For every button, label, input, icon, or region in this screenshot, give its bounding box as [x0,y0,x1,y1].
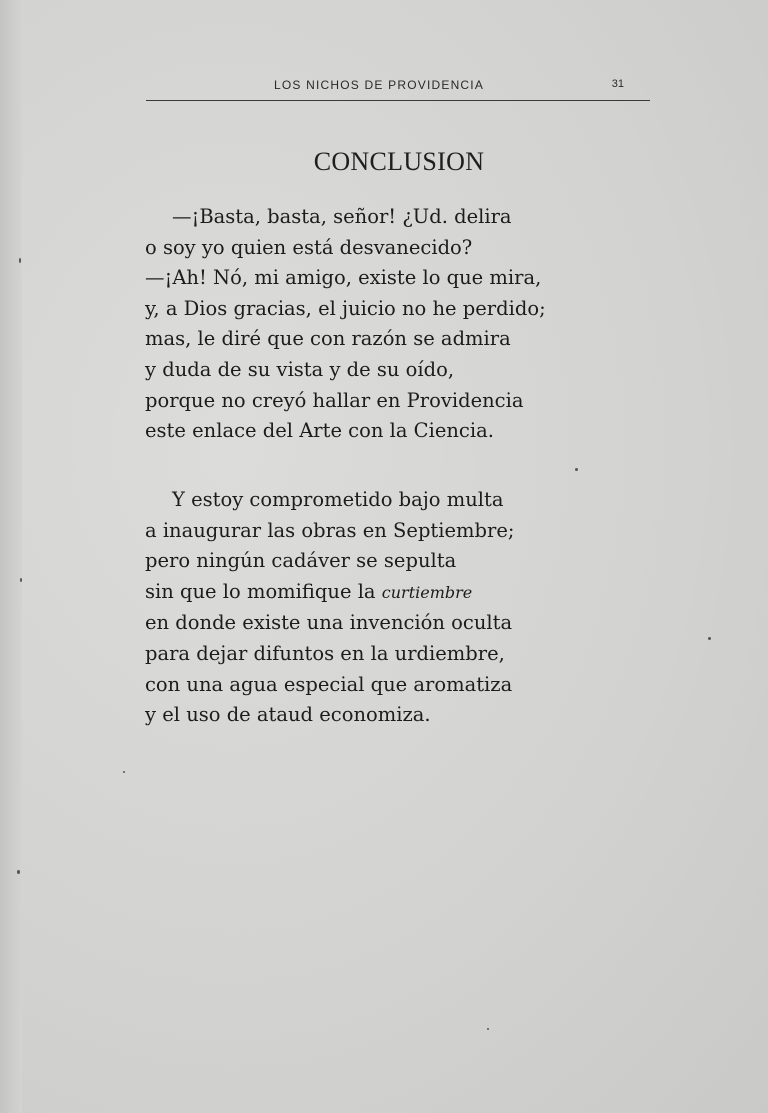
verse-line: y, a Dios gracias, el juicio no he perdido; [145,296,546,320]
verse-line: con una agua especial que aromatiza [145,672,513,696]
paper-speck [17,870,20,874]
header-rule [146,100,650,101]
verse-line: Y estoy comprometido bajo multa [172,488,504,511]
verse-line: porque no creyó hallar en Providencia [145,388,524,412]
verse-line: a inaugurar las obras en Septiembre; [145,518,515,542]
verse-line: pero ningún cadáver se sepulta [145,549,457,573]
poem-title: CONCLUSION [313,147,485,176]
verse-line: —¡Ah! Nó, mi amigo, existe lo que mira, [145,266,542,290]
verse-line: y el uso de ataud economiza. [145,703,431,727]
stanza-2 [145,485,514,731]
verse-line: este enlace del Arte con la Ciencia. [145,419,494,443]
verse-line: en donde existe una invención oculta [145,611,513,635]
verse-line: para dejar difuntos en la urdiembre, [145,641,505,665]
paper-speck [708,637,711,640]
verse-line-text: sin que lo momifique la [145,579,376,603]
stanza-1 [145,202,546,447]
verse-line: y duda de su vista y de su oído, [145,357,455,381]
page-header [146,78,650,102]
verse-line: —¡Basta, basta, señor! ¿Ud. delira [172,205,512,228]
paper-speck [123,771,125,773]
paper-speck [487,1028,489,1030]
page-number: 31 [611,78,624,90]
running-head: LOS NICHOS DE PROVIDENCIA [274,78,485,92]
verse-line: mas, le diré que con razón se admira [145,327,511,351]
paper-speck [575,468,578,471]
paper-speck [20,578,22,582]
verse-line: o soy yo quien está desvanecido? [145,235,473,259]
verse-line-with-italic [145,577,514,609]
italic-word: curtiembre [381,582,473,602]
paper-speck [19,258,21,263]
